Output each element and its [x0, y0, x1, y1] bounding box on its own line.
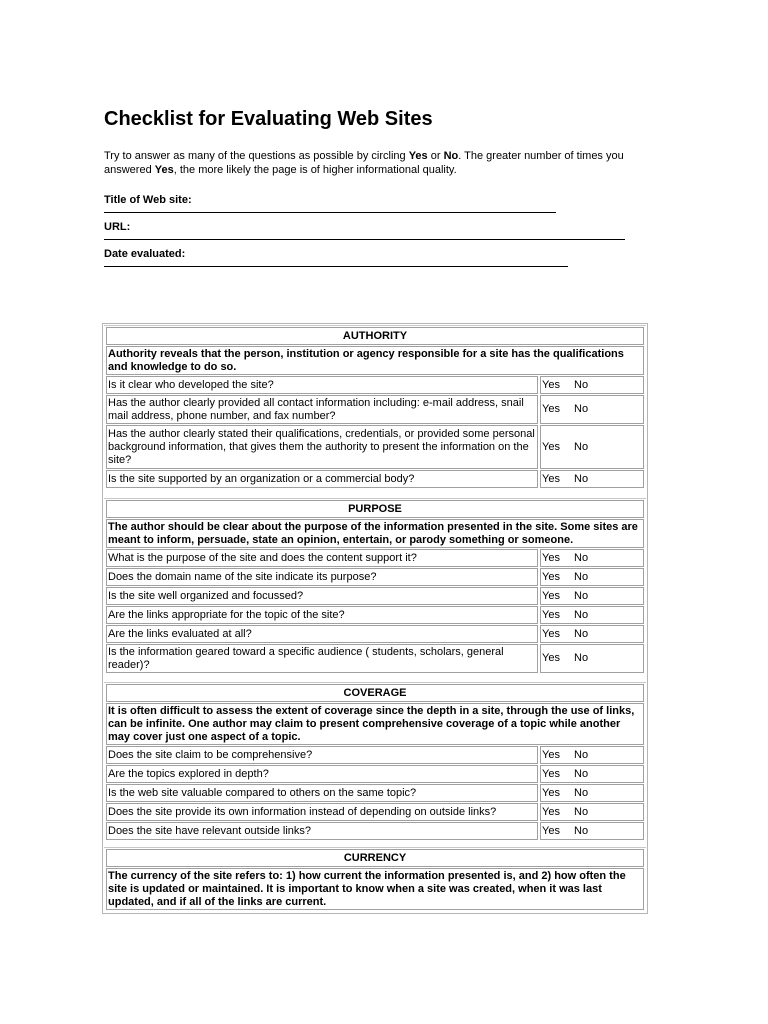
section-description: The currency of the site refers to: 1) how current the information presented is, and 2) how often the site is updated or maintained. It is important to know when a site was created, when it was last updated, and if all of the links are current. — [106, 868, 644, 910]
question: Does the domain name of the site indicate its purpose? — [106, 568, 538, 586]
date-evaluated-line[interactable] — [104, 266, 568, 267]
yes-no-cell[interactable] — [540, 587, 644, 605]
yes-option[interactable]: Yes — [542, 403, 560, 415]
no-option[interactable]: No — [574, 403, 589, 415]
question: Has the author clearly stated their qualifications, credentials, or provided some personal background information, that gives them the authority to present the information on the site? — [106, 425, 538, 469]
section-heading: COVERAGE — [106, 684, 644, 702]
website-title-field[interactable] — [104, 194, 556, 213]
question: Is the site well organized and focussed? — [106, 587, 538, 605]
yes-no-cell[interactable] — [540, 395, 644, 424]
no-option[interactable]: No — [574, 608, 589, 621]
yes-option[interactable]: Yes — [542, 627, 560, 640]
yes-option[interactable]: Yes — [542, 472, 560, 485]
yes-option[interactable]: Yes — [542, 767, 560, 780]
url-field[interactable] — [104, 221, 625, 240]
no-option[interactable]: No — [574, 551, 589, 564]
question: Are the links evaluated at all? — [106, 625, 538, 643]
no-option[interactable]: No — [574, 805, 589, 818]
section-authority — [104, 325, 646, 489]
intro-no: No — [443, 150, 459, 162]
yes-no-cell[interactable] — [540, 765, 644, 783]
question: Is it clear who developed the site? — [106, 376, 538, 394]
question: Are the topics explored in depth? — [106, 765, 538, 783]
yes-option[interactable]: Yes — [542, 589, 560, 602]
page-title: Checklist for Evaluating Web Sites — [104, 108, 433, 130]
yes-option[interactable]: Yes — [542, 551, 560, 564]
yes-no-cell[interactable] — [540, 425, 644, 469]
section-purpose — [104, 498, 646, 674]
section-heading: PURPOSE — [106, 500, 644, 518]
yes-option[interactable]: Yes — [542, 824, 560, 837]
section-description: Authority reveals that the person, institution or agency responsible for a site has the qualifications and knowledge to do so. — [106, 346, 644, 375]
website-title-label: Title of Web site: — [104, 194, 192, 206]
yes-option[interactable]: Yes — [542, 786, 560, 799]
yes-no-cell[interactable] — [540, 549, 644, 567]
intro-or: or — [427, 150, 444, 162]
section-description: It is often difficult to assess the extent of coverage since the depth in a site, through the use of links, can be infinite. One author may claim to present comprehensive coverage of a topic while another may cover just one aspect of a topic. — [106, 703, 644, 745]
section-heading: CURRENCY — [106, 849, 644, 867]
yes-option[interactable]: Yes — [542, 378, 560, 391]
yes-no-cell[interactable] — [540, 568, 644, 586]
question: Does the site have relevant outside links? — [106, 822, 538, 840]
section-coverage — [104, 682, 646, 841]
yes-no-cell[interactable] — [540, 644, 644, 673]
no-option[interactable]: No — [574, 378, 589, 391]
yes-no-cell[interactable] — [540, 625, 644, 643]
intro-text: Try to answer as many of the questions as possible by circling — [104, 150, 409, 162]
url-line[interactable] — [104, 239, 625, 240]
no-option[interactable]: No — [574, 589, 589, 602]
yes-no-cell[interactable] — [540, 606, 644, 624]
section-heading: AUTHORITY — [106, 327, 644, 345]
section-currency — [104, 847, 646, 911]
yes-option[interactable]: Yes — [542, 748, 560, 761]
no-option[interactable]: No — [574, 627, 589, 640]
question: Does the site claim to be comprehensive? — [106, 746, 538, 764]
yes-no-cell[interactable] — [540, 470, 644, 488]
date-evaluated-field[interactable] — [104, 248, 568, 267]
yes-no-cell[interactable] — [540, 746, 644, 764]
intro-text-3: , the more likely the page is of higher informational quality. — [173, 164, 457, 176]
no-option[interactable]: No — [574, 472, 589, 485]
yes-option[interactable]: Yes — [542, 608, 560, 621]
no-option[interactable]: No — [574, 786, 589, 799]
no-option[interactable]: No — [574, 652, 589, 664]
question: What is the purpose of the site and does the content support it? — [106, 549, 538, 567]
no-option[interactable]: No — [574, 824, 589, 837]
url-label: URL: — [104, 221, 131, 233]
yes-option[interactable]: Yes — [542, 570, 560, 583]
section-description: The author should be clear about the purpose of the information presented in the site. Some sites are meant to inform, persuade, state an opinion, entertain, or parody something or someone. — [106, 519, 644, 548]
yes-no-cell[interactable] — [540, 822, 644, 840]
question: Has the author clearly provided all contact information including: e-mail address, snail mail address, phone number, and fax number? — [106, 395, 538, 424]
intro-yes-2: Yes — [154, 164, 174, 176]
yes-no-cell[interactable] — [540, 803, 644, 821]
intro-text-2: . The greater number of times you answered — [104, 150, 624, 176]
website-title-line[interactable] — [104, 212, 556, 213]
no-option[interactable]: No — [574, 748, 589, 761]
question: Are the links appropriate for the topic of the site? — [106, 606, 538, 624]
no-option[interactable]: No — [574, 570, 589, 583]
question: Is the information geared toward a specific audience ( students, scholars, general reader)? — [106, 644, 538, 673]
question: Does the site provide its own information instead of depending on outside links? — [106, 803, 538, 821]
no-option[interactable]: No — [574, 767, 589, 780]
yes-no-cell[interactable] — [540, 376, 644, 394]
yes-option[interactable]: Yes — [542, 652, 560, 664]
yes-option[interactable]: Yes — [542, 440, 560, 453]
no-option[interactable]: No — [574, 440, 589, 453]
date-evaluated-label: Date evaluated: — [104, 248, 186, 260]
yes-option[interactable]: Yes — [542, 805, 560, 818]
intro-yes: Yes — [408, 150, 428, 162]
yes-no-cell[interactable] — [540, 784, 644, 802]
question: Is the site supported by an organization or a commercial body? — [106, 470, 538, 488]
intro-paragraph — [104, 149, 664, 177]
question: Is the web site valuable compared to others on the same topic? — [106, 784, 538, 802]
